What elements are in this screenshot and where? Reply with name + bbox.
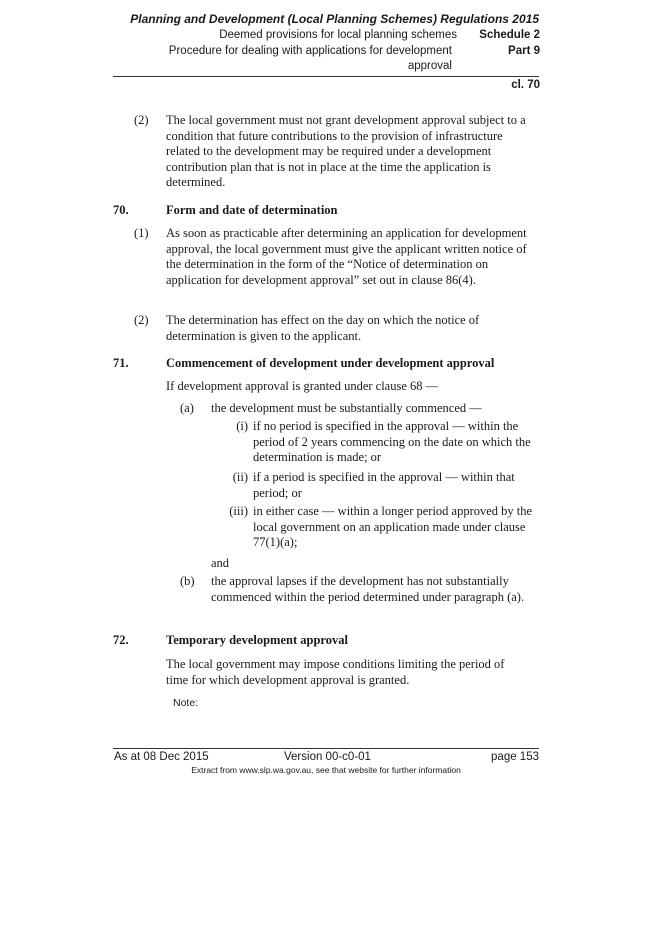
s71-number: 71.	[113, 356, 129, 370]
p69-2-text: The local government must not grant development approval subject to a condition that future contributions to the provision of infrastructure related to the development may be required under a development contribution plan that is not in place at the time the application is determined.	[166, 113, 526, 189]
s71-b-number: (b)	[180, 574, 195, 588]
p69-2-number: (2)	[134, 113, 149, 127]
header-clause: cl. 70	[511, 79, 540, 91]
s72-number: 72.	[113, 633, 129, 647]
footer-date: As at 08 Dec 2015	[114, 751, 209, 763]
s70-2-text: The determination has effect on the day on which the notice of determination is given to the applicant.	[166, 313, 480, 343]
s71-a-text: the development must be substantially commenced —	[211, 401, 482, 415]
s70-1-number: (1)	[134, 226, 149, 240]
footer-page-number: page 153	[491, 751, 539, 763]
s71-intro: If development approval is granted under clause 68 —	[166, 379, 439, 393]
s71-i-text: if no period is specified in the approval — within the period of 2 years commencing on the date on which the determination is made; or	[253, 419, 531, 464]
s71-iii-text: in either case — within a longer period approved by the local government on an application made under clause 77(1)(a);	[253, 504, 533, 549]
s71-b-text: the approval lapses if the development has not substantially commenced within the period determined under paragraph (a).	[211, 574, 525, 604]
s71-i-number: (i)	[236, 419, 248, 433]
header-schedule-desc: Deemed provisions for local planning schemes	[219, 29, 457, 41]
footer-rule	[113, 748, 539, 749]
header-part-desc-a: Procedure for dealing with applications for development	[168, 45, 452, 57]
header-rule	[113, 76, 539, 77]
s71-a-number: (a)	[180, 401, 194, 415]
s71-ii-number: (ii)	[232, 470, 248, 484]
s72-heading: Temporary development approval	[166, 633, 348, 647]
s71-and: and	[211, 556, 230, 570]
s70-1-text: As soon as practicable after determining an application for development approval, the local government must give the applicant written notice of the determination in the form of the “Notice of determination on application for development approval” set out in clause 86(4).	[166, 226, 527, 287]
s71-heading: Commencement of development under development approval	[166, 356, 495, 370]
s70-number: 70.	[113, 203, 129, 217]
header-part: Part 9	[508, 45, 540, 57]
s71-iii-number: (iii)	[229, 504, 248, 518]
s72-note: Note:	[173, 697, 199, 709]
s70-2-number: (2)	[134, 313, 149, 327]
s70-heading: Form and date of determination	[166, 203, 338, 217]
footer-extract-notice: Extract from www.slp.wa.gov.au, see that website for further information	[191, 765, 461, 775]
footer-version: Version 00-c0-01	[284, 751, 371, 763]
s71-ii-text: if a period is specified in the approval — within that period; or	[253, 470, 515, 500]
header-title: Planning and Development (Local Planning Schemes) Regulations 2015	[130, 12, 539, 26]
header-part-desc-b: approval	[407, 60, 452, 72]
header-schedule: Schedule 2	[479, 29, 540, 41]
s72-text: The local government may impose conditions limiting the period of time for which development approval is granted.	[166, 657, 505, 687]
